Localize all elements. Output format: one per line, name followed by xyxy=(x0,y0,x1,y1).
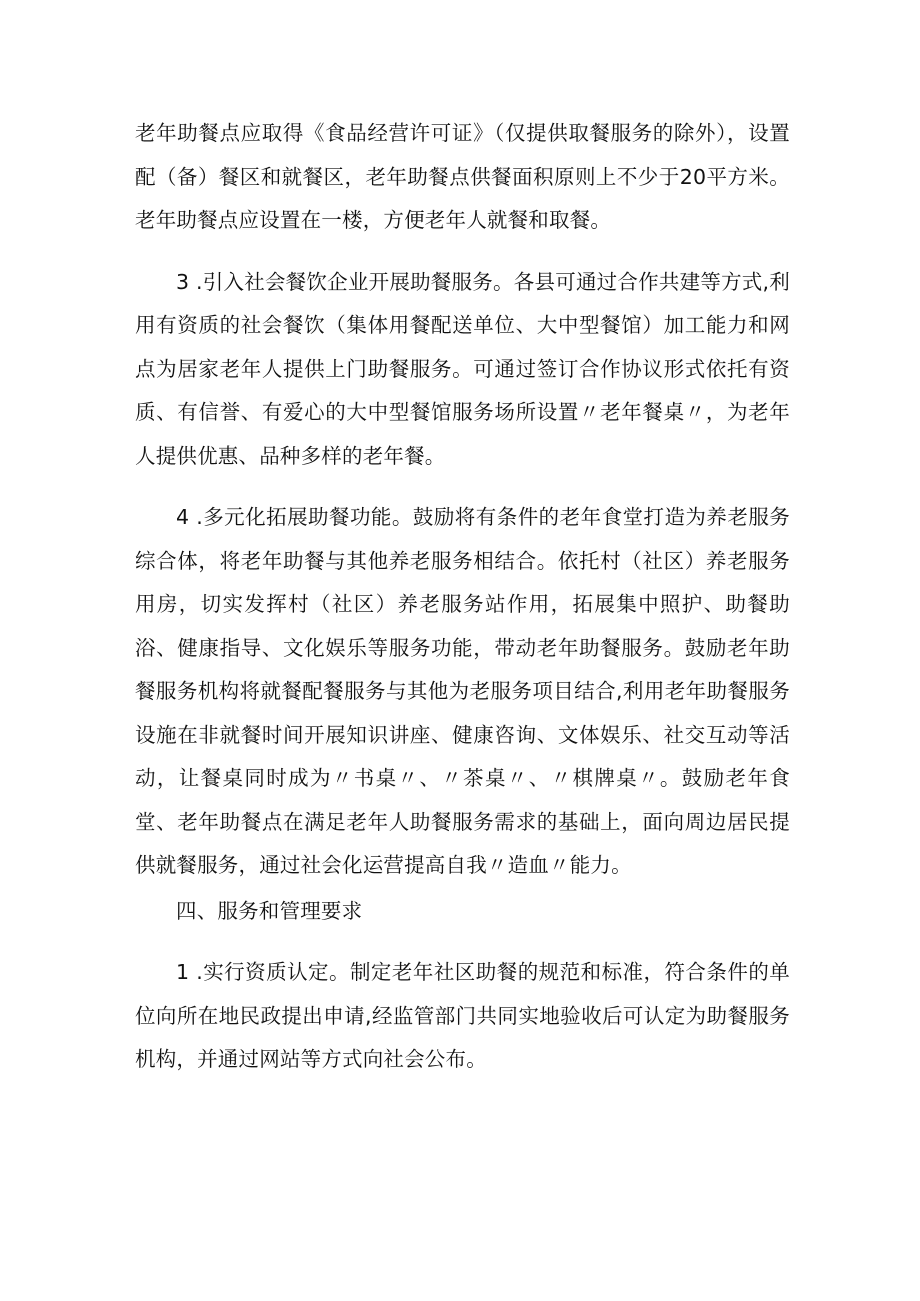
paragraph-item-4-diversified-functions: 4 .多元化拓展助餐功能。鼓励将有条件的老年食堂打造为养老服务综合体，将老年助餐与其他养老服务相结合。依托村（社区）养老服务用房，切实发挥村（社区）养老服务站作用，拓展集中照护、助餐助浴、健康指导、文化娱乐等服务功能，带动老年助餐服务。鼓励老年助餐服务机构将就餐配餐服务与其他为老服务项目结合,利用老年助餐服务设施在非就餐时间开展知识讲座、健康咨询、文体娱乐、社交互动等活动，让餐桌同时成为〃书桌〃、〃茶桌〃、〃棋牌桌〃。鼓励老年食堂、老年助餐点在满足老年人助餐服务需求的基础上，面向周边居民提供就餐服务，通过社会化运营提高自我〃造血〃能力。 xyxy=(135,505,790,877)
paragraph-dining-point-requirements: 老年助餐点应取得《食品经营许可证》（仅提供取餐服务的除外），设置配（备）餐区和就餐区，老年助餐点供餐面积原则上不少于20平方米。老年助餐点应设置在一楼，方便老年人就餐和取餐。 xyxy=(135,121,790,232)
paragraph-item-3-social-catering: 3 .引入社会餐饮企业开展助餐服务。各县可通过合作共建等方式,利用有资质的社会餐饮（集体用餐配送单位、大中型餐馆）加工能力和网点为居家老年人提供上门助餐服务。可通过签订合作协议形式依托有资质、有信誉、有爱心的大中型餐馆服务场所设置〃老年餐桌〃，为老年人提供优惠、品种多样的老年餐。 xyxy=(135,269,790,468)
document-body xyxy=(135,112,790,1082)
section-heading-service-management: 四、服务和管理要求 xyxy=(176,898,363,923)
paragraph-item-1-qualification: 1 .实行资质认定。制定老年社区助餐的规范和标准，符合条件的单位向所在地民政提出申请,经监管部门共同实地验收后可认定为助餐服务机构，并通过网站等方式向社会公布。 xyxy=(135,960,790,1071)
